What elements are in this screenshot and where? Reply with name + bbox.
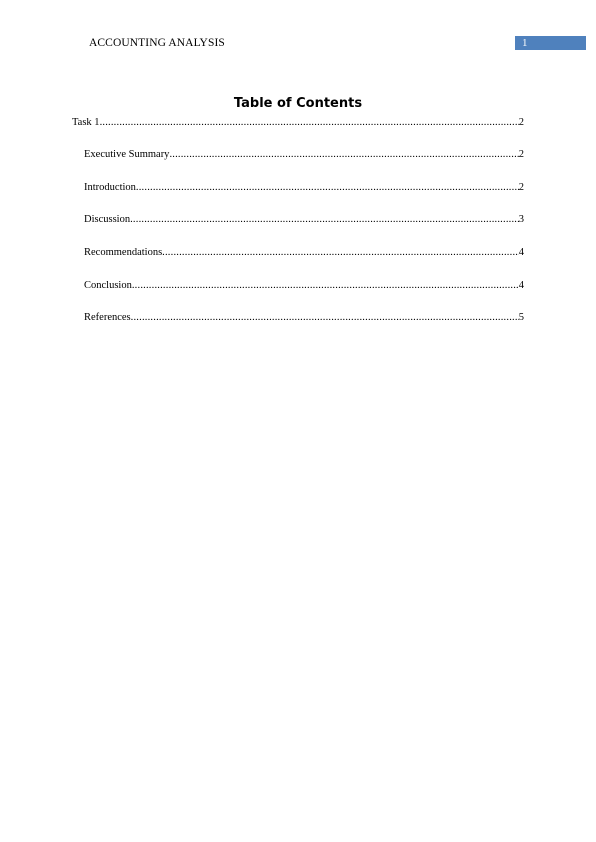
toc-entry-label: Conclusion (84, 280, 132, 291)
toc-entry-page: 4 (518, 247, 524, 258)
toc-entry-discussion[interactable] (84, 213, 524, 226)
toc-entry-label: Recommendations (84, 247, 163, 258)
toc-entry-executive-summary[interactable] (84, 148, 524, 161)
toc-entry-label: Task 1 (72, 117, 100, 128)
toc-entry-page: 4 (518, 280, 524, 291)
toc-entry-task-1[interactable] (72, 116, 524, 129)
toc-entry-label: Discussion (84, 214, 131, 225)
toc-entry-page: 3 (518, 214, 524, 225)
toc-entry-references[interactable] (84, 311, 524, 324)
page-number: 1 (522, 37, 528, 49)
toc-leader-dots (162, 246, 519, 259)
toc-entry-page: 2 (518, 182, 524, 193)
toc-leader-dots (100, 116, 519, 129)
toc-entry-conclusion[interactable] (84, 279, 524, 292)
toc-leader-dots (130, 213, 519, 226)
toc-leader-dots (131, 311, 519, 324)
toc-heading: Table of Contents (233, 96, 363, 111)
toc-leader-dots (169, 148, 518, 161)
toc-entry-label: References (84, 312, 131, 323)
toc-entry-recommendations[interactable] (84, 246, 524, 259)
toc-entry-page: 2 (518, 149, 524, 160)
toc-entry-page: 5 (518, 312, 524, 323)
toc-leader-dots (132, 279, 519, 292)
toc-entry-label: Executive Summary (84, 149, 170, 160)
toc-leader-dots (136, 181, 519, 194)
toc-entry-page: 2 (518, 117, 524, 128)
toc-entry-introduction[interactable] (84, 181, 524, 194)
toc-entry-label: Introduction (84, 182, 136, 193)
header-title: ACCOUNTING ANALYSIS (89, 37, 225, 49)
